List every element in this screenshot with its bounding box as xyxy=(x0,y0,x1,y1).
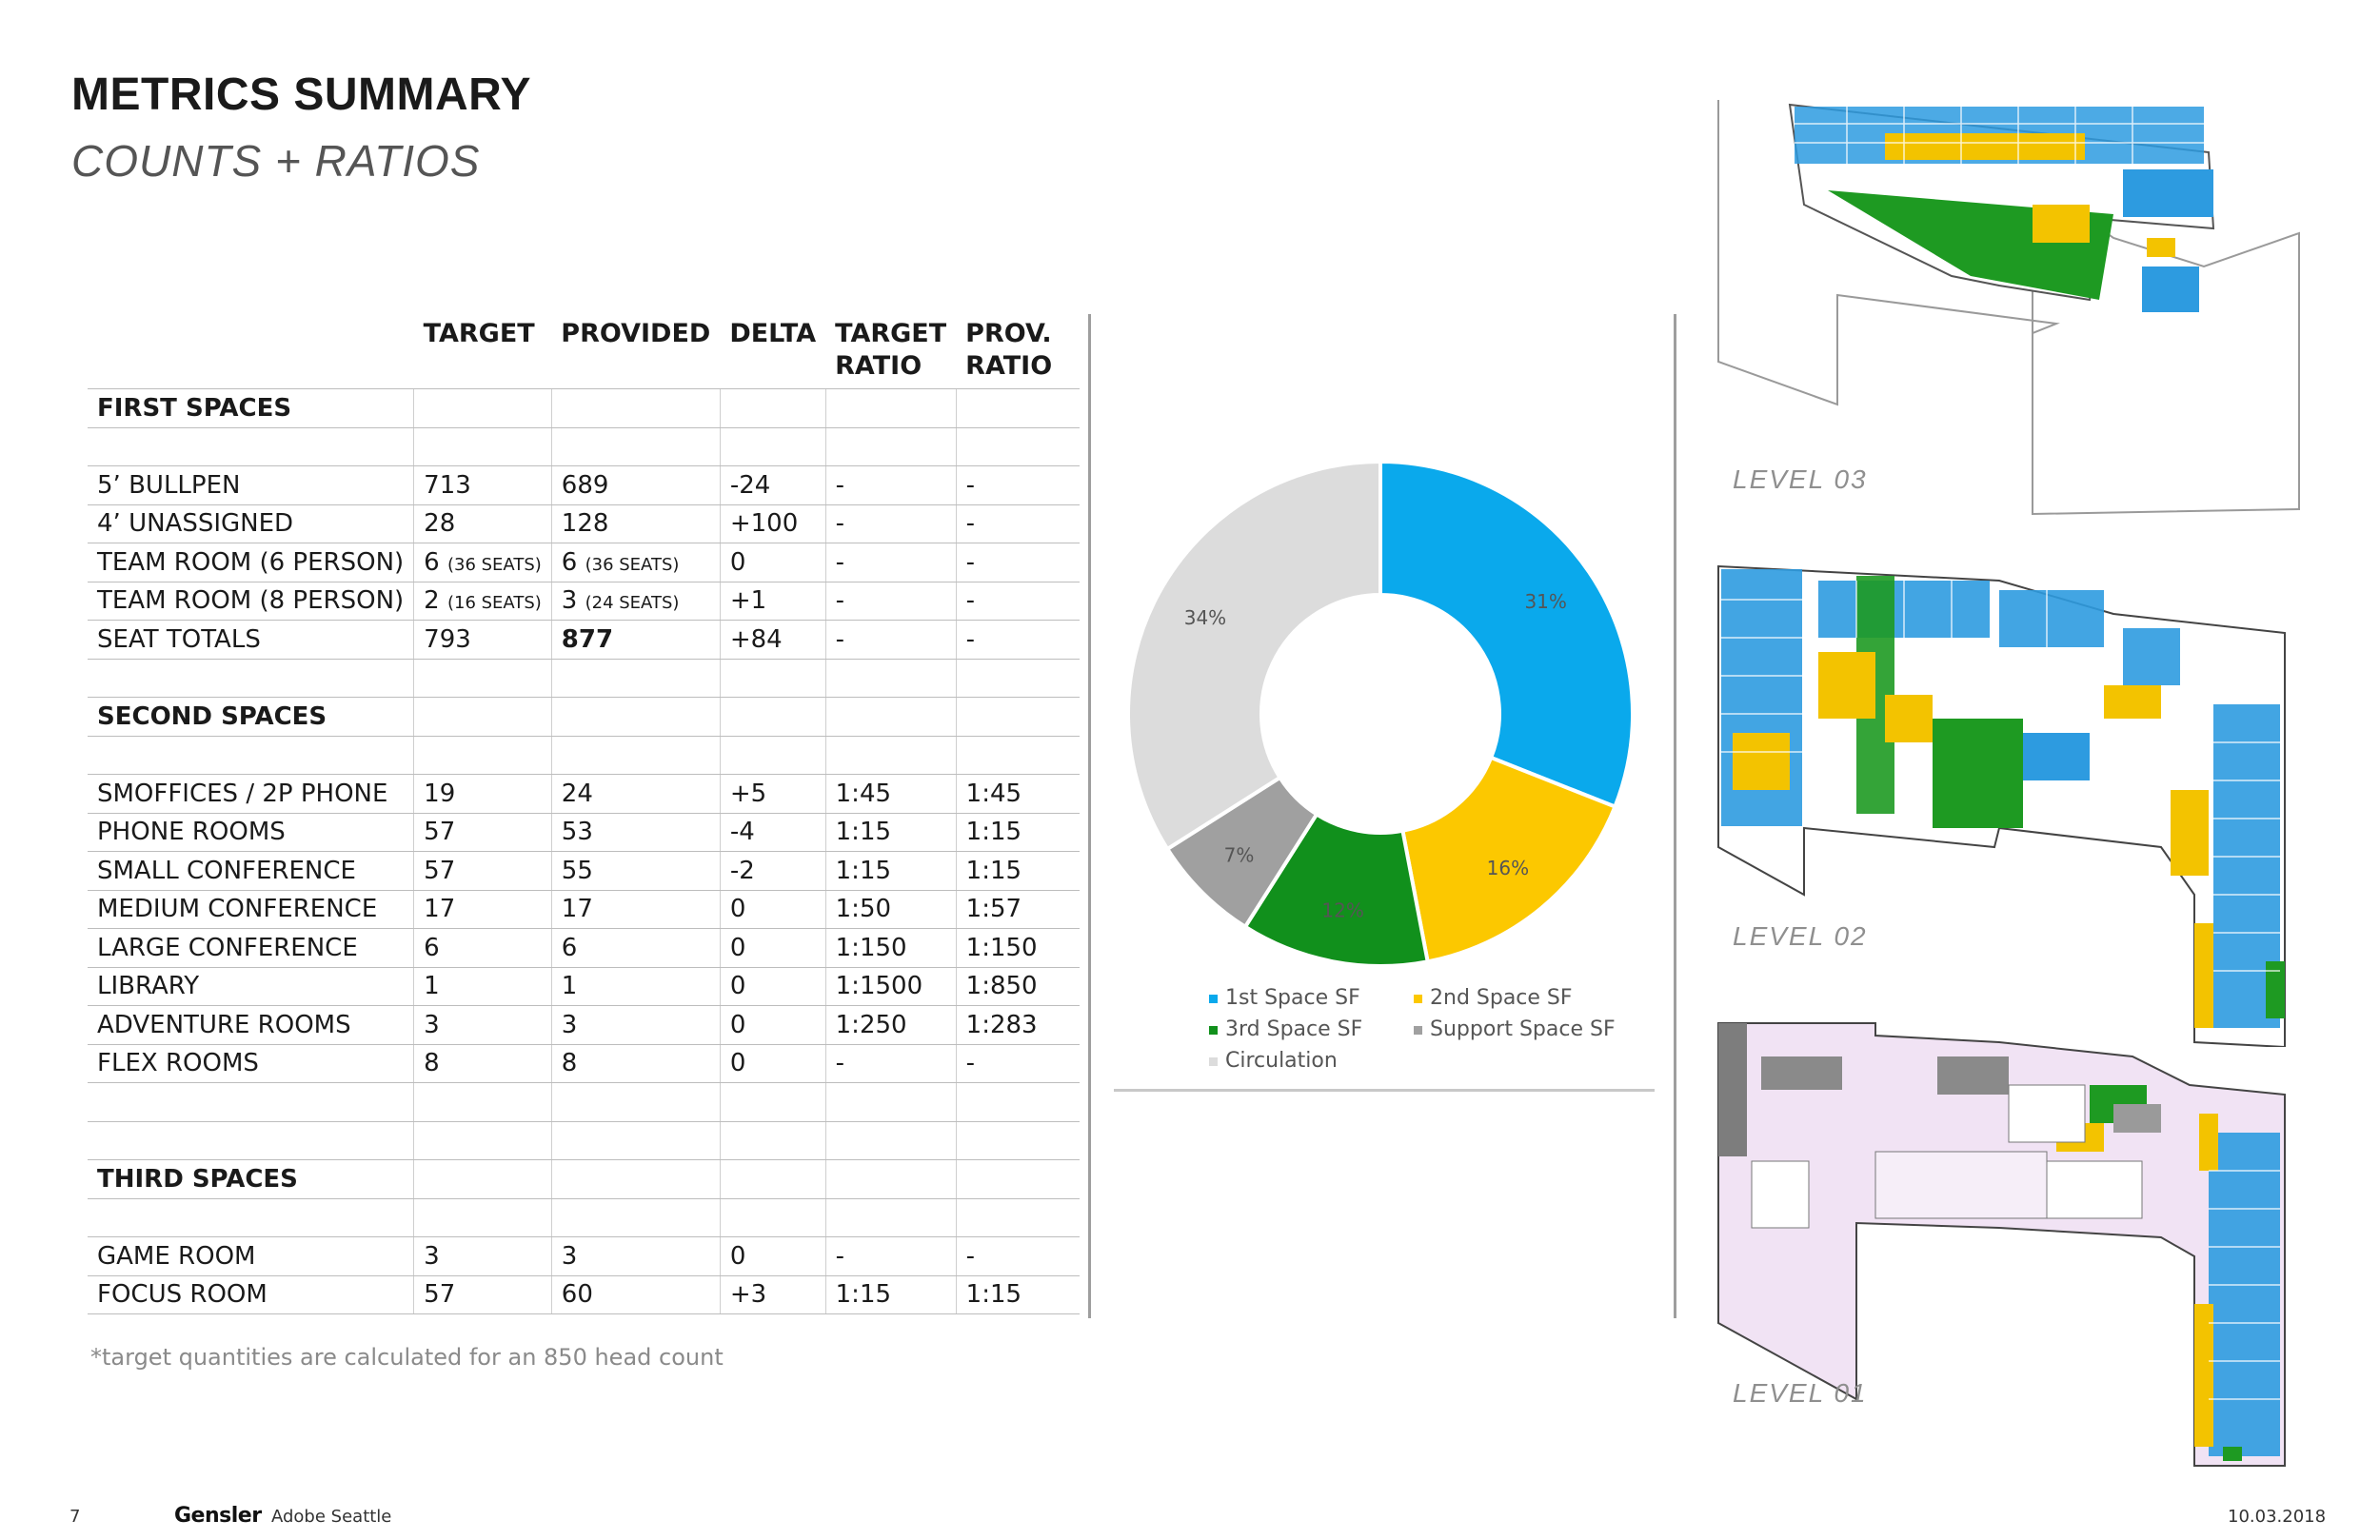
section-row xyxy=(88,1160,1080,1199)
table-row xyxy=(88,504,1080,543)
metrics-table xyxy=(88,312,1080,1314)
cell-prov-ratio xyxy=(956,775,1080,814)
cell-provided xyxy=(551,427,720,466)
legend-item xyxy=(1414,1017,1633,1041)
cell-target-ratio xyxy=(825,389,956,428)
cell-value: 0 xyxy=(729,895,746,924)
cell-value: 53 xyxy=(561,818,593,847)
blank-row xyxy=(88,1198,1080,1237)
cell-delta xyxy=(720,1121,825,1160)
cell-provided xyxy=(551,698,720,737)
cell-target-ratio xyxy=(825,1083,956,1122)
cell-value: 6 xyxy=(424,547,440,577)
table-row xyxy=(88,1275,1080,1314)
cell-target xyxy=(414,929,552,968)
page-number: 7 xyxy=(69,1507,81,1527)
cell-target-ratio xyxy=(825,1237,956,1276)
cell-target xyxy=(414,813,552,852)
table-row xyxy=(88,1006,1080,1045)
cell-value: 1:150 xyxy=(965,933,1038,962)
cell-value: 1:45 xyxy=(965,779,1022,808)
cell-provided xyxy=(551,1237,720,1276)
cell-target-ratio xyxy=(825,775,956,814)
cell-value: 1:283 xyxy=(965,1010,1038,1039)
page-subtitle: COUNTS + RATIOS xyxy=(71,136,481,186)
cell-provided xyxy=(551,582,720,621)
cell-value: 3 xyxy=(424,1010,440,1039)
cell-value: 0 xyxy=(729,1049,746,1078)
cell-value: - xyxy=(965,624,976,654)
cell-value: 3 xyxy=(561,1010,578,1039)
cell-target xyxy=(414,736,552,775)
column-header-provided: PROVIDED xyxy=(551,312,720,389)
cell-prov-ratio xyxy=(956,582,1080,621)
cell-value: 3 xyxy=(561,1241,578,1271)
cell-value: 0 xyxy=(729,972,746,1001)
date: 10.03.2018 xyxy=(2228,1507,2327,1527)
row-label xyxy=(88,659,414,698)
cell-target xyxy=(414,543,552,582)
cell-prov-ratio xyxy=(956,929,1080,968)
cell-value: 1 xyxy=(424,972,440,1001)
cell-delta xyxy=(720,504,825,543)
cell-prov-ratio xyxy=(956,1198,1080,1237)
cell-value: 0 xyxy=(729,1241,746,1271)
cell-value: 60 xyxy=(561,1280,593,1310)
blank-row xyxy=(88,736,1080,775)
row-label: 5’ BULLPEN xyxy=(88,466,414,505)
row-label: TEAM ROOM (8 PERSON) xyxy=(88,582,414,621)
cell-target xyxy=(414,1083,552,1122)
section-title: FIRST SPACES xyxy=(88,389,414,428)
cell-value: 1 xyxy=(561,972,578,1001)
cell-delta xyxy=(720,967,825,1006)
row-label: SMALL CONFERENCE xyxy=(88,852,414,891)
cell-value: 1:15 xyxy=(835,1280,892,1310)
table-row xyxy=(88,813,1080,852)
cell-value: 1:45 xyxy=(835,779,892,808)
cell-delta xyxy=(720,698,825,737)
chart-baseline xyxy=(1114,1089,1655,1092)
cell-value: 55 xyxy=(561,856,593,885)
cell-value: 1:250 xyxy=(835,1010,907,1039)
cell-delta xyxy=(720,1006,825,1045)
floor-plan-level-03 xyxy=(1714,95,2313,523)
cell-value: - xyxy=(965,1049,976,1078)
cell-target xyxy=(414,659,552,698)
blank-row xyxy=(88,659,1080,698)
cell-value: 17 xyxy=(424,895,456,924)
cell-target xyxy=(414,1198,552,1237)
table-row xyxy=(88,1044,1080,1083)
cell-target xyxy=(414,1237,552,1276)
cell-value: +100 xyxy=(729,509,799,539)
donut-slice-circulation xyxy=(1128,462,1380,849)
floor-plan-level-01 xyxy=(1714,1018,2323,1494)
cell-delta xyxy=(720,852,825,891)
legend-item xyxy=(1209,1017,1414,1041)
cell-value: 57 xyxy=(424,1280,456,1310)
cell-provided xyxy=(551,775,720,814)
cell-target xyxy=(414,890,552,929)
cell-value: 713 xyxy=(424,470,471,500)
cell-value: - xyxy=(835,470,845,500)
cell-target xyxy=(414,1121,552,1160)
cell-value: 6 xyxy=(424,933,440,962)
cell-delta xyxy=(720,929,825,968)
cell-target-ratio xyxy=(825,852,956,891)
cell-delta xyxy=(720,890,825,929)
cell-prov-ratio xyxy=(956,659,1080,698)
cell-target-ratio xyxy=(825,621,956,660)
table-row xyxy=(88,582,1080,621)
level-01-label: LEVEL 01 xyxy=(1733,1378,1868,1408)
cell-provided xyxy=(551,1160,720,1199)
cell-provided xyxy=(551,504,720,543)
cell-value: - xyxy=(965,1241,976,1271)
cell-target-ratio xyxy=(825,1275,956,1314)
legend-label: 3rd Space SF xyxy=(1225,1017,1363,1041)
column-header-target: TARGET xyxy=(414,312,552,389)
cell-value: 1:15 xyxy=(965,818,1022,847)
header-blank xyxy=(88,312,414,389)
cell-target-ratio xyxy=(825,582,956,621)
cell-delta xyxy=(720,389,825,428)
cell-value: 17 xyxy=(561,895,593,924)
cell-value: 1:15 xyxy=(835,856,892,885)
cell-provided xyxy=(551,621,720,660)
cell-prov-ratio xyxy=(956,427,1080,466)
row-label xyxy=(88,1198,414,1237)
legend-label: 2nd Space SF xyxy=(1430,986,1573,1010)
cell-value: - xyxy=(835,624,845,654)
cell-delta xyxy=(720,813,825,852)
cell-value: +1 xyxy=(729,586,767,616)
cell-delta xyxy=(720,775,825,814)
page-title: METRICS SUMMARY xyxy=(71,69,532,120)
row-label: PHONE ROOMS xyxy=(88,813,414,852)
cell-value: -4 xyxy=(729,818,755,847)
column-header-delta: DELTA xyxy=(720,312,825,389)
cell-target-ratio xyxy=(825,1160,956,1199)
cell-value: -2 xyxy=(729,856,755,885)
section-title: SECOND SPACES xyxy=(88,698,414,737)
row-label xyxy=(88,1121,414,1160)
cell-value: 1:15 xyxy=(965,1280,1022,1310)
table-row xyxy=(88,466,1080,505)
seat-note: (36 SEATS) xyxy=(585,554,680,575)
blank-row xyxy=(88,427,1080,466)
level-02-label: LEVEL 02 xyxy=(1733,921,1868,951)
blank-row xyxy=(88,1121,1080,1160)
cell-target-ratio xyxy=(825,427,956,466)
cell-value: - xyxy=(835,1049,845,1078)
cell-target-ratio xyxy=(825,504,956,543)
table-row xyxy=(88,852,1080,891)
cell-provided xyxy=(551,813,720,852)
cell-target-ratio xyxy=(825,1006,956,1045)
cell-value: - xyxy=(965,509,976,539)
cell-provided xyxy=(551,1083,720,1122)
cell-provided xyxy=(551,543,720,582)
cell-value: 3 xyxy=(424,1241,440,1271)
cell-target xyxy=(414,466,552,505)
cell-target xyxy=(414,852,552,891)
cell-provided xyxy=(551,967,720,1006)
table-row xyxy=(88,929,1080,968)
row-label xyxy=(88,427,414,466)
cell-target xyxy=(414,582,552,621)
row-label: FOCUS ROOM xyxy=(88,1275,414,1314)
cell-target xyxy=(414,1044,552,1083)
blank-row xyxy=(88,1083,1080,1122)
cell-value: +84 xyxy=(729,624,783,654)
cell-target xyxy=(414,427,552,466)
cell-delta xyxy=(720,543,825,582)
cell-value: 0 xyxy=(729,933,746,962)
legend-swatch xyxy=(1414,1026,1422,1035)
donut-data-label: 31% xyxy=(1524,589,1567,613)
cell-value: +3 xyxy=(729,1280,767,1310)
column-header-target-ratio: TARGET RATIO xyxy=(825,312,956,389)
section-row xyxy=(88,389,1080,428)
donut-data-label: 16% xyxy=(1486,856,1530,879)
row-label: LARGE CONFERENCE xyxy=(88,929,414,968)
cell-value: 877 xyxy=(561,624,614,654)
divider-right xyxy=(1674,314,1676,1318)
table-row xyxy=(88,775,1080,814)
cell-value: 0 xyxy=(729,1010,746,1039)
row-label: SMOFFICES / 2P PHONE xyxy=(88,775,414,814)
cell-target-ratio xyxy=(825,736,956,775)
cell-provided xyxy=(551,1275,720,1314)
cell-target-ratio xyxy=(825,1044,956,1083)
cell-value: 57 xyxy=(424,818,456,847)
cell-delta xyxy=(720,621,825,660)
seat-note: (24 SEATS) xyxy=(585,593,680,614)
cell-prov-ratio xyxy=(956,389,1080,428)
section-row xyxy=(88,698,1080,737)
cell-prov-ratio xyxy=(956,852,1080,891)
cell-provided xyxy=(551,389,720,428)
cell-value: 8 xyxy=(424,1049,440,1078)
cell-value: 0 xyxy=(729,547,746,577)
cell-value: 1:15 xyxy=(965,856,1022,885)
cell-value: 793 xyxy=(424,624,471,654)
table-row xyxy=(88,621,1080,660)
cell-prov-ratio xyxy=(956,466,1080,505)
cell-target-ratio xyxy=(825,890,956,929)
cell-value: - xyxy=(965,586,976,616)
cell-target-ratio xyxy=(825,813,956,852)
cell-value: 28 xyxy=(424,509,456,539)
row-label: 4’ UNASSIGNED xyxy=(88,504,414,543)
cell-value: - xyxy=(835,586,845,616)
cell-prov-ratio xyxy=(956,1083,1080,1122)
cell-prov-ratio xyxy=(956,890,1080,929)
cell-value: - xyxy=(965,547,976,577)
cell-prov-ratio xyxy=(956,1160,1080,1199)
cell-value: - xyxy=(835,1241,845,1271)
cell-value: 128 xyxy=(561,509,609,539)
cell-delta xyxy=(720,659,825,698)
cell-value: 6 xyxy=(561,933,578,962)
cell-value: 24 xyxy=(561,779,593,808)
row-label: GAME ROOM xyxy=(88,1237,414,1276)
cell-value: 3 xyxy=(561,586,578,616)
divider-left xyxy=(1088,314,1091,1318)
legend-item xyxy=(1209,986,1414,1010)
cell-value: 1:1500 xyxy=(835,972,923,1001)
cell-provided xyxy=(551,736,720,775)
cell-provided xyxy=(551,1006,720,1045)
cell-prov-ratio xyxy=(956,1044,1080,1083)
cell-target xyxy=(414,504,552,543)
cell-delta xyxy=(720,1160,825,1199)
cell-target xyxy=(414,775,552,814)
cell-provided xyxy=(551,1198,720,1237)
cell-delta xyxy=(720,1275,825,1314)
cell-target-ratio xyxy=(825,659,956,698)
cell-prov-ratio xyxy=(956,621,1080,660)
cell-delta xyxy=(720,1083,825,1122)
cell-value: 1:850 xyxy=(965,972,1038,1001)
cell-prov-ratio xyxy=(956,698,1080,737)
cell-target-ratio xyxy=(825,466,956,505)
cell-delta xyxy=(720,1044,825,1083)
project-name: Adobe Seattle xyxy=(271,1507,392,1527)
cell-provided xyxy=(551,466,720,505)
donut-slice-1st-space-sf xyxy=(1380,462,1633,807)
floor-plan-level-02 xyxy=(1714,562,2323,1047)
cell-value: - xyxy=(835,547,845,577)
section-title: THIRD SPACES xyxy=(88,1160,414,1199)
row-label: TEAM ROOM (6 PERSON) xyxy=(88,543,414,582)
cell-provided xyxy=(551,890,720,929)
footnote: *target quantities are calculated for an 850 head count xyxy=(90,1344,724,1371)
cell-value: 689 xyxy=(561,470,609,500)
cell-provided xyxy=(551,852,720,891)
cell-prov-ratio xyxy=(956,1006,1080,1045)
cell-delta xyxy=(720,466,825,505)
cell-delta xyxy=(720,1198,825,1237)
cell-prov-ratio xyxy=(956,1121,1080,1160)
cell-target xyxy=(414,698,552,737)
row-label: FLEX ROOMS xyxy=(88,1044,414,1083)
row-label: SEAT TOTALS xyxy=(88,621,414,660)
cell-value: 19 xyxy=(424,779,456,808)
space-donut-chart xyxy=(1123,457,1637,971)
row-label xyxy=(88,736,414,775)
cell-provided xyxy=(551,659,720,698)
table-row xyxy=(88,890,1080,929)
cell-prov-ratio xyxy=(956,504,1080,543)
cell-value: 57 xyxy=(424,856,456,885)
cell-prov-ratio xyxy=(956,1275,1080,1314)
cell-provided xyxy=(551,1121,720,1160)
cell-target xyxy=(414,1006,552,1045)
cell-prov-ratio xyxy=(956,543,1080,582)
seat-note: (36 SEATS) xyxy=(446,554,542,575)
legend-swatch xyxy=(1209,1026,1218,1035)
cell-prov-ratio xyxy=(956,813,1080,852)
cell-target xyxy=(414,1275,552,1314)
cell-provided xyxy=(551,929,720,968)
row-label xyxy=(88,1083,414,1122)
row-label: ADVENTURE ROOMS xyxy=(88,1006,414,1045)
cell-value: 1:50 xyxy=(835,895,892,924)
cell-value: 8 xyxy=(561,1049,578,1078)
cell-target xyxy=(414,389,552,428)
cell-value: -24 xyxy=(729,470,771,500)
table-header-row xyxy=(88,312,1080,389)
legend-label: Circulation xyxy=(1225,1049,1338,1073)
cell-value: 2 xyxy=(424,586,440,616)
legend-label: Support Space SF xyxy=(1430,1017,1616,1041)
legend-item xyxy=(1414,986,1633,1010)
cell-value: 1:15 xyxy=(835,818,892,847)
donut-data-label: 34% xyxy=(1183,605,1227,629)
cell-delta xyxy=(720,427,825,466)
cell-target-ratio xyxy=(825,1198,956,1237)
brand-logo: Gensler xyxy=(174,1504,262,1528)
table-row xyxy=(88,1237,1080,1276)
cell-target-ratio xyxy=(825,1121,956,1160)
row-label: MEDIUM CONFERENCE xyxy=(88,890,414,929)
legend-swatch xyxy=(1209,995,1218,1003)
cell-value: 1:150 xyxy=(835,933,907,962)
cell-value: +5 xyxy=(729,779,767,808)
cell-target xyxy=(414,621,552,660)
donut-data-label: 12% xyxy=(1321,898,1364,922)
cell-provided xyxy=(551,1044,720,1083)
legend-label: 1st Space SF xyxy=(1225,986,1360,1010)
legend-item xyxy=(1209,1049,1414,1073)
cell-value: - xyxy=(965,470,976,500)
level-03-label: LEVEL 03 xyxy=(1733,464,1868,494)
cell-prov-ratio xyxy=(956,967,1080,1006)
donut-data-label: 7% xyxy=(1223,843,1255,867)
cell-target-ratio xyxy=(825,967,956,1006)
cell-delta xyxy=(720,582,825,621)
cell-prov-ratio xyxy=(956,1237,1080,1276)
cell-delta xyxy=(720,1237,825,1276)
legend-swatch xyxy=(1414,995,1422,1003)
cell-target-ratio xyxy=(825,929,956,968)
column-header-prov-ratio: PROV. RATIO xyxy=(956,312,1080,389)
cell-target xyxy=(414,1160,552,1199)
seat-note: (16 SEATS) xyxy=(446,593,542,614)
cell-value: 1:57 xyxy=(965,895,1022,924)
cell-target-ratio xyxy=(825,698,956,737)
cell-target-ratio xyxy=(825,543,956,582)
row-label: LIBRARY xyxy=(88,967,414,1006)
cell-delta xyxy=(720,736,825,775)
chart-legend xyxy=(1209,986,1647,1073)
cell-target xyxy=(414,967,552,1006)
cell-prov-ratio xyxy=(956,736,1080,775)
cell-value: 6 xyxy=(561,547,578,577)
table-row xyxy=(88,543,1080,582)
table-row xyxy=(88,967,1080,1006)
cell-value: - xyxy=(835,509,845,539)
legend-swatch xyxy=(1209,1057,1218,1066)
